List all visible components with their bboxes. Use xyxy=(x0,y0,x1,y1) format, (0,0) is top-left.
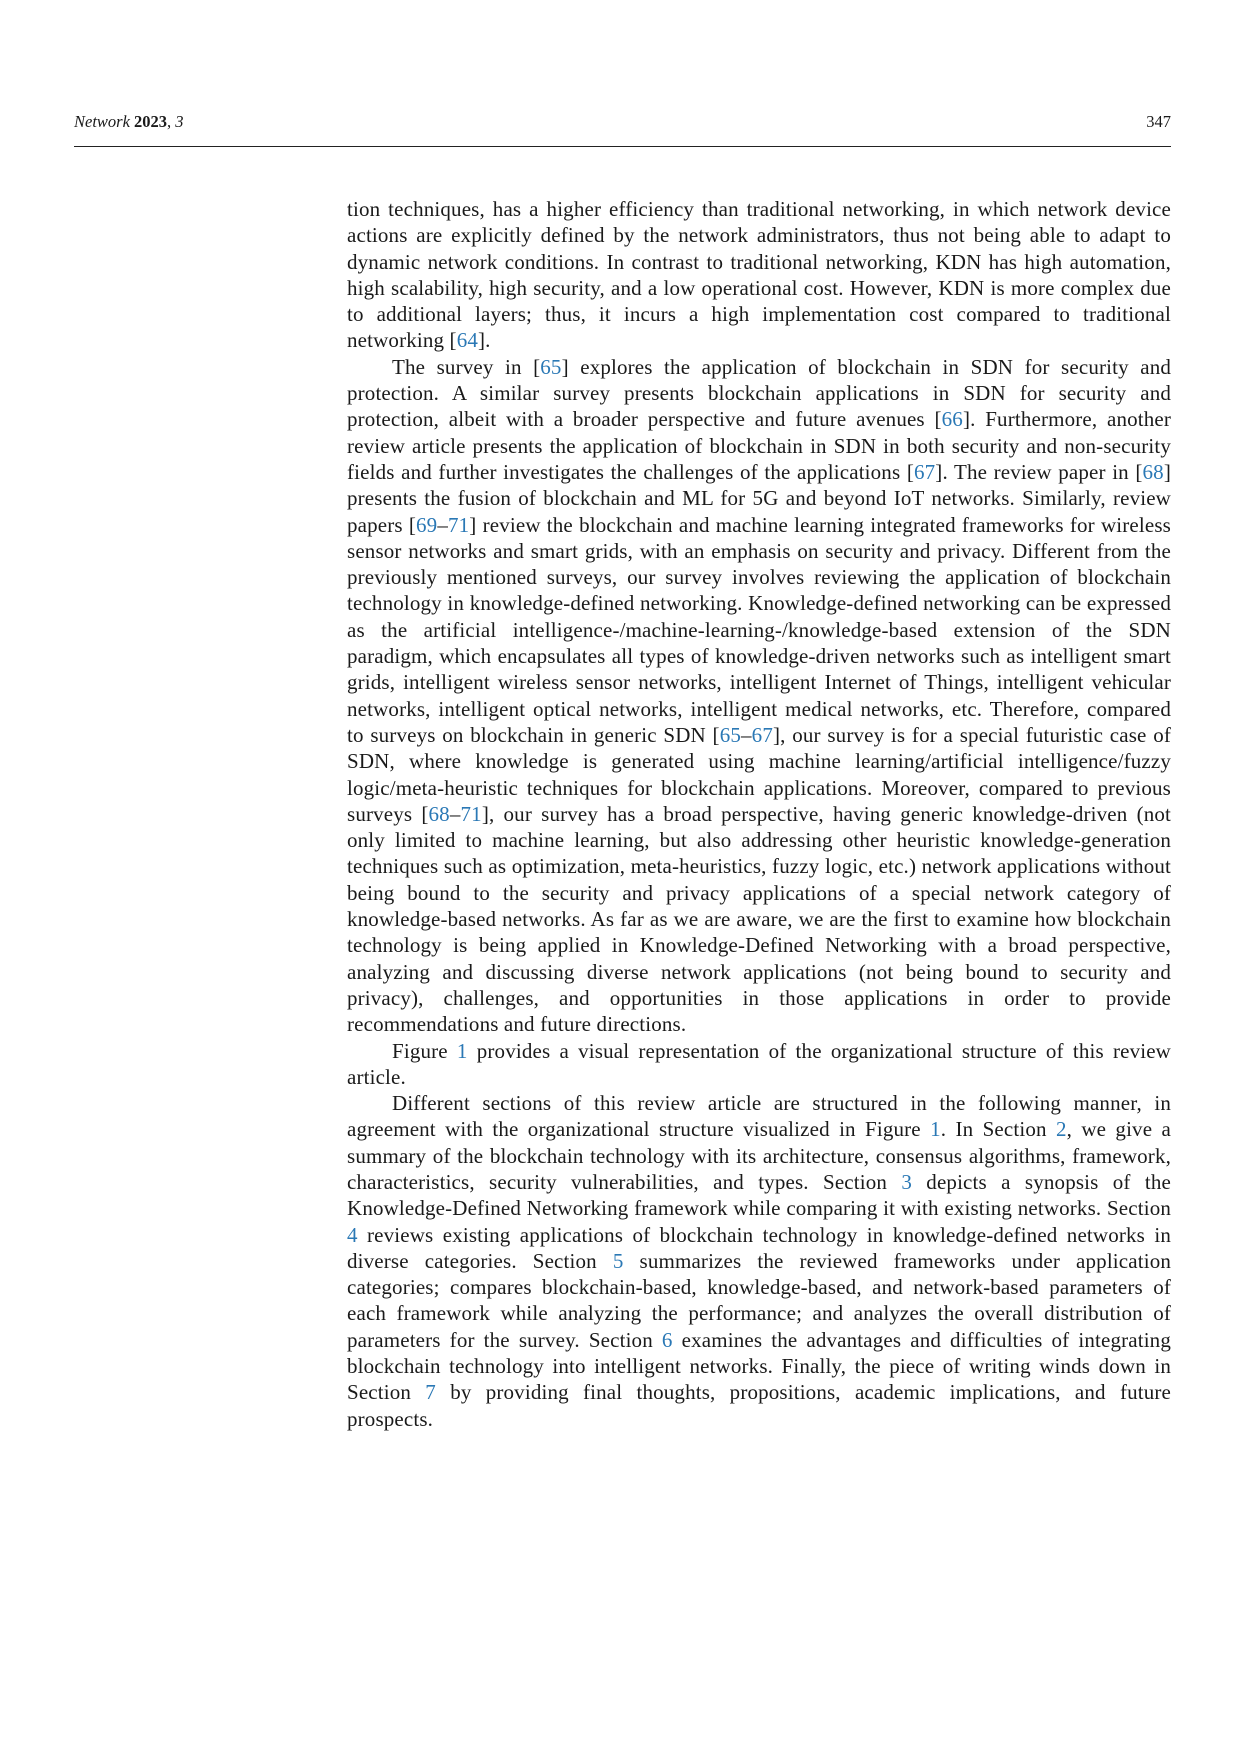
paragraph xyxy=(347,1090,1171,1432)
text-run: examines the advantages and difficulties of integrating blockchain technology into intelligent networks. Finally, the piece of writing winds down in Section xyxy=(347,1327,1171,1405)
text-run: reviews existing applications of blockchain technology in knowledge-defined networks in diverse categories. Section xyxy=(347,1222,1171,1273)
text-run: – xyxy=(437,512,448,537)
page-number: 347 xyxy=(1146,112,1171,131)
text-run: ]. Furthermore, another review article presents the application of blockchain in SDN in both security and non-security fields and further investigates the challenges of the applications [ xyxy=(347,407,1171,484)
cross-reference-link[interactable]: 1 xyxy=(930,1117,941,1142)
paragraph xyxy=(347,196,1171,354)
text-run: Different sections of this review article are structured in the following manner, in agreement with the organizational structure visualized in Figure xyxy=(347,1091,1171,1142)
cross-reference-link[interactable]: 65 xyxy=(540,354,562,379)
text-run: Figure xyxy=(392,1038,457,1063)
cross-reference-link[interactable]: 1 xyxy=(456,1038,468,1063)
journal-name: Network xyxy=(74,112,130,131)
cross-reference-link[interactable]: 67 xyxy=(751,722,773,747)
text-run: – xyxy=(741,722,752,747)
text-run: ]. The review paper in [ xyxy=(935,459,1143,484)
cross-reference-link[interactable]: 71 xyxy=(447,512,470,537)
journal-year: 2023 xyxy=(134,112,168,131)
cross-reference-link[interactable]: 7 xyxy=(425,1380,436,1405)
header-rule xyxy=(74,146,1171,147)
text-run: summarizes the reviewed frameworks under application categories; compares blockchain-based, knowledge-based, and network-based parameters of each framework while analyzing the performance; and analyzes the overall distribution of parameters for the survey. Section xyxy=(347,1248,1171,1352)
text-run: provides a visual representation of the organizational structure of this review article. xyxy=(347,1038,1171,1089)
cross-reference-link[interactable]: 66 xyxy=(941,407,963,432)
text-run: – xyxy=(449,801,461,826)
text-run: tion techniques, has a higher efficiency than traditional networking, in which network device actions are explicitly defined by the network administrators, thus not being able to adapt to dynamic network conditions. In contrast to traditional networking, KDN has high automation, high scalability, high security, and a low operational cost. However, KDN is more complex due to additional layers; thus, it incurs a high implementation cost compared to traditional networking [ xyxy=(347,197,1171,353)
text-run: ] review the blockchain and machine learning integrated frameworks for wireless sensor networks and smart grids, with an emphasis on security and privacy. Different from the previously mentioned surveys, our survey involves reviewing the application of blockchain technology in knowledge-defined networking. Knowledge-defined networking can be expressed as the artificial intelligence-/machine-learning-/knowledge-based extension of the SDN paradigm, which encapsulates all types of knowledge-driven networks such as intelligent smart grids, intelligent wireless sensor networks, intelligent Internet of Things, intelligent vehicular networks, intelligent optical networks, intelligent medical networks, etc. Therefore, compared to surveys on blockchain in generic SDN [ xyxy=(347,512,1171,747)
text-run: . In Section xyxy=(940,1117,1056,1142)
text-run: ] explores the application of blockchain in SDN for security and protection. A similar survey presents blockchain applications in SDN for security and protection, albeit with a broader perspective and future avenues [ xyxy=(347,354,1171,432)
cross-reference-link[interactable]: 5 xyxy=(612,1248,624,1273)
journal-citation: Network 2023, 3 xyxy=(74,112,184,131)
cross-reference-link[interactable]: 6 xyxy=(661,1327,673,1352)
cross-reference-link[interactable]: 71 xyxy=(460,801,482,826)
cross-reference-link[interactable]: 65 xyxy=(719,722,742,747)
text-run: by providing final thoughts, propositions, academic implications, and future prospects. xyxy=(347,1380,1171,1431)
cross-reference-link[interactable]: 69 xyxy=(416,512,438,537)
text-run: ] presents the fusion of blockchain and ML for 5G and beyond IoT networks. Similarly, review papers [ xyxy=(347,459,1171,537)
text-run: depicts a synopsis of the Knowledge-Defined Networking framework while comparing it with existing networks. Section xyxy=(347,1169,1171,1221)
paragraph xyxy=(347,1038,1171,1091)
cross-reference-link[interactable]: 68 xyxy=(1142,459,1164,484)
text-run: ]. xyxy=(478,328,491,353)
cross-reference-link[interactable]: 3 xyxy=(901,1169,912,1194)
cross-reference-link[interactable]: 2 xyxy=(1055,1117,1067,1142)
body-text xyxy=(347,196,1171,1432)
cross-reference-link[interactable]: 68 xyxy=(428,801,450,826)
cross-reference-link[interactable]: 67 xyxy=(913,459,936,484)
cross-reference-link[interactable]: 4 xyxy=(347,1222,358,1247)
text-run: The survey in [ xyxy=(392,354,541,379)
journal-volume: 3 xyxy=(175,112,184,131)
paragraph xyxy=(347,354,1171,1038)
cross-reference-link[interactable]: 64 xyxy=(456,328,479,353)
text-run: ], our survey has a broad perspective, having generic knowledge-driven (not only limited to machine learning, but also addressing other heuristic knowledge-generation techniques such as optimization, meta-heuristics, fuzzy logic, etc.) network applications without being bound to the security and privacy applications of a special network category of knowledge-based networks. As far as we are aware, we are the first to examine how blockchain technology is being applied in Knowledge-Defined Networking with a broad perspective, analyzing and discussing diverse network applications (not being bound to security and privacy), challenges, and opportunities in those applications in order to provide recommendations and future directions. xyxy=(347,801,1171,1037)
running-header xyxy=(74,112,1171,136)
text-run: ], our survey is for a special futuristic case of SDN, where knowledge is generated using machine learning/artificial intelligence/fuzzy logic/meta-heuristic techniques for blockchain applications. Moreover, compared to previous surveys [ xyxy=(347,722,1171,826)
text-run: , we give a summary of the blockchain technology with its architecture, consensus algorithms, framework, characteristics, security vulnerabilities, and types. Section xyxy=(347,1117,1171,1194)
